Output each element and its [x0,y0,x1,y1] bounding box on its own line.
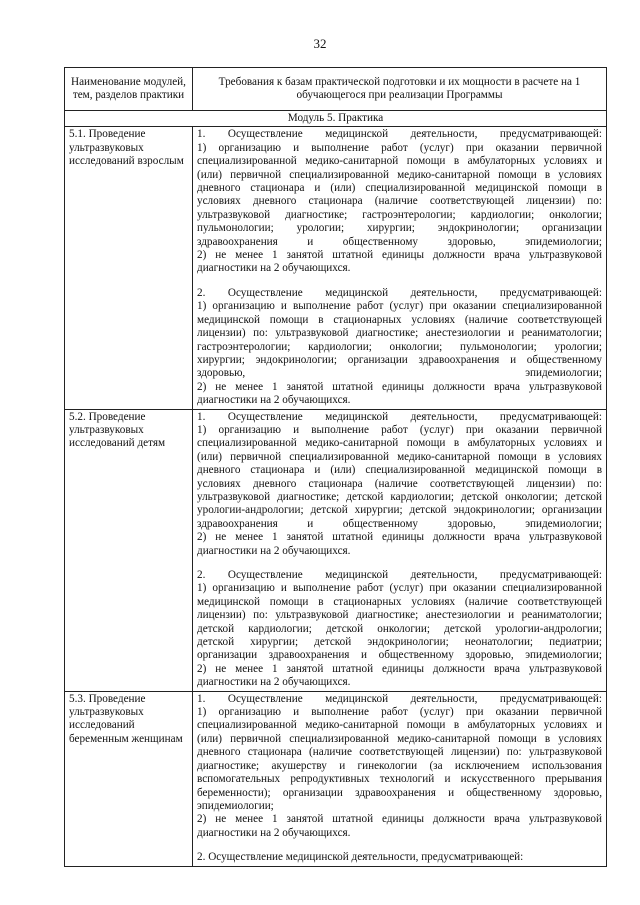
requirement-line: условиях дневного стационара (наличие соответствующей лицензии) по: [197,477,602,490]
requirement-line: (или) первичной специализированной медико-санитарной помощи в условиях [197,732,602,745]
requirement-line: 2. Осуществление медицинской деятельности, предусматривающей: [197,286,602,299]
requirement-line: здравоохранения и общественному здоровью, эпидемиологии; [197,517,602,530]
requirement-line: диагностики на 2 обучающихся. [197,394,351,407]
requirement-line: 2. Осуществление медицинской деятельности, предусматривающей: [197,569,602,581]
requirement-line: специализированной медико-санитарной помощи в амбулаторных условиях и [197,437,602,450]
requirement-line: диагностике; акушерству и гинекологии (за исключением использования [197,759,602,772]
module-row [65,111,607,127]
requirement-line: детской хирургии; детской эндокринологии; неонатологии; педиатрии; [197,636,602,649]
section-requirements [193,409,607,691]
requirement-line: диагностики на 2 обучающихся. [197,544,351,557]
table-row [65,691,607,866]
requirement-line: 1. Осуществление медицинской деятельности, предусматривающей: [197,410,602,423]
table-row [65,409,607,691]
requirement-line: лицензии) по: ультразвуковой диагностике; анестезиологии и реаниматологии; [197,609,602,622]
requirement-block [197,411,602,558]
requirement-line: дневного стационара и (или) специализированной медицинской помощи в [197,464,602,477]
header-requirements: Требования к базам практической подготовки и их мощности в расчете на 1 обучающегося при реализации Программы [193,68,607,111]
requirement-line: дневного стационара (наличие соответствующей лицензии) по: ультразвуковой [197,746,602,759]
requirement-line: диагностики на 2 обучающихся. [197,676,351,689]
requirement-line: специализированной медико-санитарной помощи в амбулаторных условиях и [197,155,602,168]
requirement-line: 1) организацию и выполнение работ (услуг) при оказании специализированной [197,582,602,595]
requirement-block [197,287,602,408]
requirement-line: (или) первичной специализированной медико-санитарной помощи в условиях [197,450,602,463]
requirement-line: диагностики на 2 обучающихся. [197,262,351,275]
requirement-line: ультразвуковой диагностике; гастроэнтерологии; кардиологии; онкологии; [197,208,602,221]
requirement-line: урологии-андрологии; детской хирургии; детской эндокринологии; организации [197,504,602,517]
requirement-block [197,569,602,690]
requirement-line: 2) не менее 1 занятой штатной единицы должности врача ультразвуковой [197,662,602,675]
requirement-line: 2) не менее 1 занятой штатной единицы должности врача ультразвуковой [197,249,602,262]
requirement-line: 2. Осуществление медицинской деятельности, предусматривающей: [197,851,524,864]
module-title: Модуль 5. Практика [65,111,607,127]
section-requirements [193,691,607,866]
requirement-line: пульмонологии; урологии; хирургии; эндокринологии; организации [197,222,602,235]
page-number: 32 [313,36,327,51]
requirement-block [197,851,602,864]
requirement-line: 1) организацию и выполнение работ (услуг) при оказании первичной [197,423,602,436]
requirement-line: (или) первичной специализированной медико-санитарной помощи в условиях [197,168,602,181]
requirement-line: ультразвуковой диагностике; детской кардиологии; детской онкологии; детской [197,490,602,503]
section-name: 5.3. Проведение ультразвуковых исследований беременным женщинам [65,691,193,866]
requirement-line: здоровью, эпидемиологии; [197,367,602,380]
section-requirements [193,127,607,409]
requirements-table [64,67,607,867]
requirement-line: 2) не менее 1 занятой штатной единицы должности врача ультразвуковой [197,380,602,393]
requirement-block [197,693,602,840]
requirement-line: дневного стационара и (или) специализированной медицинской помощи в [197,182,602,195]
requirement-line: лицензии) по: ультразвуковой диагностике; анестезиологии и реаниматологии; [197,327,602,340]
requirement-line: гастроэнтерологии; кардиологии; онкологии; пульмонологии; урологии; [197,340,602,353]
header-modules: Наименование модулей, тем, разделов практики [65,68,193,111]
table-row [65,127,607,409]
requirement-line: эпидемиологии; [197,799,274,812]
requirement-line: детской кардиологии; детской онкологии; детской урологии-андрологии; [197,622,602,635]
requirement-line: 1) организацию и выполнение работ (услуг) при оказании специализированной [197,300,602,313]
section-name: 5.2. Проведение ультразвуковых исследований детям [65,409,193,691]
requirement-line: беременности); организации здравоохранения и общественному здоровью, [197,786,602,799]
requirement-line: специализированной медико-санитарной помощи в амбулаторных условиях и [197,719,602,732]
section-name: 5.1. Проведение ультразвуковых исследований взрослым [65,127,193,409]
requirement-line: медицинской помощи в стационарных условиях (наличие соответствующей [197,313,602,326]
requirement-line: 1) организацию и выполнение работ (услуг) при оказании первичной [197,141,602,154]
requirement-line: диагностики на 2 обучающихся. [197,826,351,839]
requirement-line: 2) не менее 1 занятой штатной единицы должности врача ультразвуковой [197,813,602,826]
requirement-line: условиях дневного стационара (наличие соответствующей лицензии) по: [197,195,602,208]
requirement-line: организации здравоохранения и общественному здоровью, эпидемиологии; [197,649,602,662]
requirement-line: 1. Осуществление медицинской деятельности, предусматривающей: [197,692,602,705]
requirement-line: вспомогательных репродуктивных технологий и искусственного прерывания [197,773,602,786]
table-header-row [65,68,607,111]
requirement-line: медицинской помощи в стационарных условиях (наличие соответствующей [197,595,602,608]
requirement-line: 1. Осуществление медицинской деятельности, предусматривающей: [197,128,602,141]
requirement-line: хирургии; эндокринологии; организации здравоохранения и общественному [197,353,602,366]
requirement-block [197,128,602,275]
requirement-line: 1) организацию и выполнение работ (услуг) при оказании первичной [197,706,602,719]
requirement-line: здравоохранения и общественному здоровью, эпидемиологии; [197,235,602,248]
requirement-line: 2) не менее 1 занятой штатной единицы должности врача ультразвуковой [197,531,602,544]
